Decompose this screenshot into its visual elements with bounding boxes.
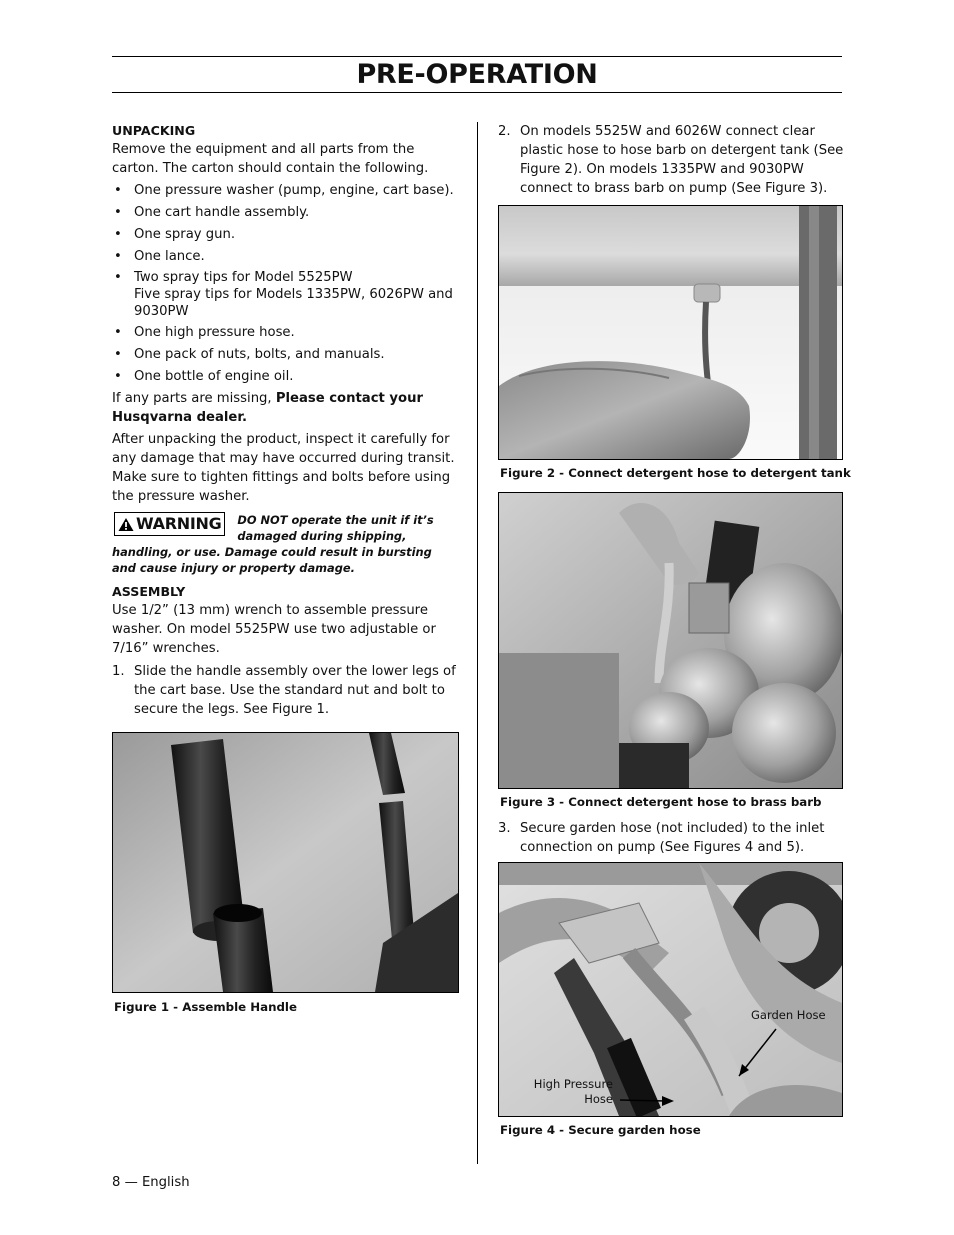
inspect-paragraph: After unpacking the product, inspect it carefully for any damage that may have occurred during transit. Make sure to tighten fittings and bolts before using the pressure washer. (112, 432, 455, 504)
missing-parts-note (112, 389, 458, 427)
unpacking-heading: UNPACKING (112, 123, 196, 138)
left-column (112, 122, 458, 719)
figure-2-caption: Figure 2 - Connect detergent hose to detergent tank (500, 466, 851, 480)
step-number: 2. (498, 124, 511, 139)
high-pressure-label-line-1: High Pressure (533, 1077, 613, 1091)
page-title: PRE-OPERATION (356, 59, 598, 90)
step-text: Slide the handle assembly over the lower legs of the cart base. Use the standard nut and bolt to secure the legs. See Figure 1. (134, 664, 456, 717)
assembly-intro: Use 1/2” (13 mm) wrench to assemble pressure washer. On model 5525PW use two adjustable or 7/16” wrenches. (112, 603, 436, 656)
garden-hose-label: Garden Hose (751, 1008, 826, 1022)
high-pressure-hose-label (533, 1077, 613, 1107)
step-text: On models 5525W and 6026W connect clear plastic hose to hose barb on detergent tank (See Figure 2). On models 1335PW and 9030PW connect to brass barb on pump (See Figure 3). (520, 124, 844, 196)
list-item: • One pack of nuts, bolts, and manuals. (112, 345, 458, 364)
unpacking-intro: Remove the equipment and all parts from the carton. The carton should contain the following. (112, 142, 429, 176)
assembly-heading: ASSEMBLY (112, 584, 186, 599)
warning-badge (114, 512, 225, 536)
figure-2-photo (498, 205, 843, 460)
list-item: • One lance. (112, 247, 458, 266)
step-1 (112, 662, 458, 719)
step-number: 3. (498, 821, 511, 836)
warning-block (112, 512, 458, 576)
parts-list (112, 181, 458, 386)
warning-text: DO NOT operate the unit if it’s damaged during shipping, handling, or use. Damage could result in bursting and cause injury or property damage. (112, 513, 434, 575)
list-item: • One cart handle assembly. (112, 203, 458, 222)
missing-parts-bold: Please contact your Husqvarna dealer. (112, 391, 423, 425)
title-rule (112, 92, 842, 93)
warning-triangle-icon (118, 517, 134, 532)
step-2 (498, 122, 844, 198)
list-item (112, 269, 458, 320)
step-text: Secure garden hose (not included) to the inlet connection on pump (See Figures 4 and 5). (520, 821, 825, 855)
figure-4-photo (498, 862, 843, 1117)
list-item: • One pressure washer (pump, engine, cart base). (112, 181, 458, 200)
list-item: • One bottle of engine oil. (112, 367, 458, 386)
figure-1-caption: Figure 1 - Assemble Handle (114, 1000, 297, 1014)
list-item: • One high pressure hose. (112, 323, 458, 342)
figure-1-photo (112, 732, 459, 993)
list-item-subtext: Five spray tips for Models 1335PW, 6026PW and 9030PW (134, 287, 453, 319)
step-number: 1. (112, 664, 125, 679)
page-footer: 8 — English (112, 1175, 190, 1190)
list-item-text: • Two spray tips for Model 5525PW (134, 270, 353, 285)
column-divider (477, 122, 478, 1164)
figure-3-caption: Figure 3 - Connect detergent hose to brass barb (500, 795, 822, 809)
figure-3-photo (498, 492, 843, 789)
step-3 (498, 819, 844, 857)
top-rule (112, 56, 842, 57)
right-column (498, 122, 844, 198)
step-3-block (498, 819, 844, 857)
warning-badge-label: WARNING (136, 514, 222, 533)
list-item: • One spray gun. (112, 225, 458, 244)
missing-parts-prefix: If any parts are missing, (112, 391, 276, 406)
high-pressure-label-line-2: Hose (584, 1092, 613, 1106)
figure-4-caption: Figure 4 - Secure garden hose (500, 1123, 701, 1137)
